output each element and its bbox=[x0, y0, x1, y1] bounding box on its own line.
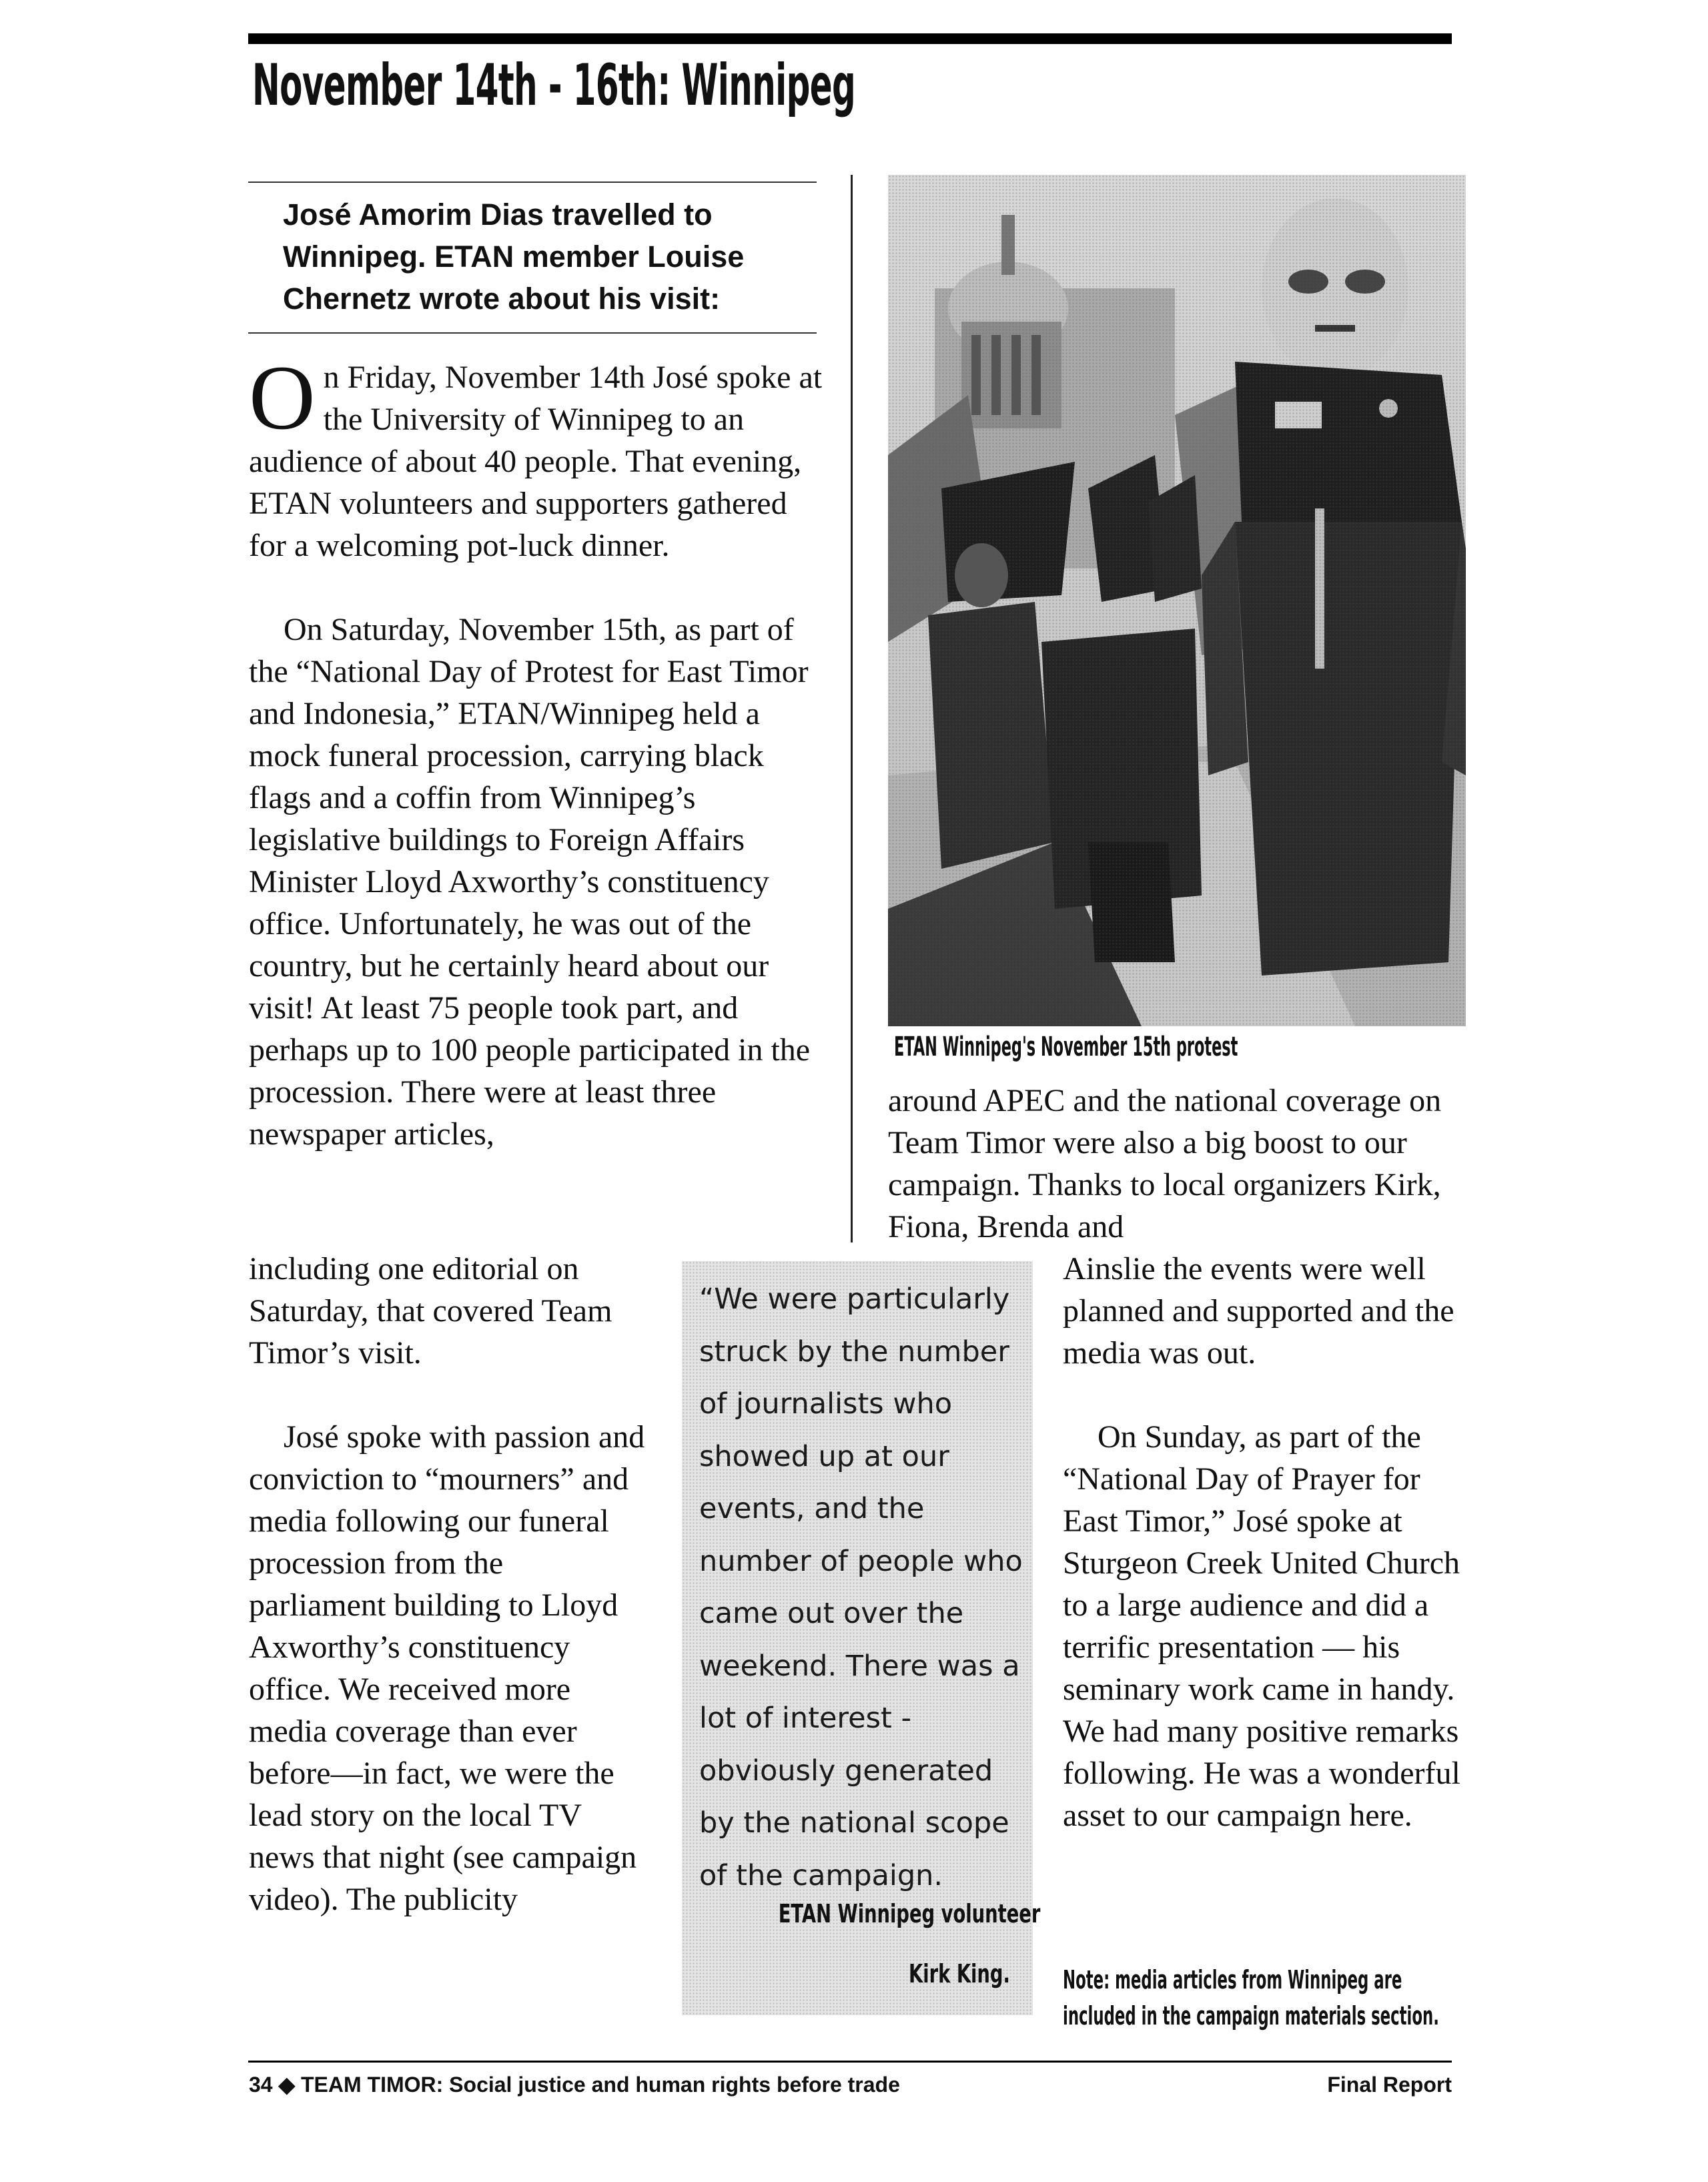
footer-rule bbox=[248, 2061, 1452, 2063]
article-right-column-top bbox=[888, 1080, 1475, 1248]
paragraph-2: On Saturday, November 15th, as part of the “National Day of Protest for East Timor and Indonesia,” ETAN/Winnipeg held a mock funeral procession, carrying black flags and a coffin from Winnipeg’s legislative buildings to Foreign Affairs Minister Lloyd Axworthy’s constituency office. Unfortunately, he was out of the country, but he certainly heard about our visit! At least 75 people took part, and perhaps up to 100 people participated in the procession. There were at least three newspaper articles, bbox=[249, 612, 811, 1152]
article-left-column-top bbox=[249, 346, 823, 1197]
paragraph-2-continued: including one editorial on Saturday, that covered Team Timor’s visit. bbox=[249, 1251, 612, 1371]
pull-quote-attribution-name bbox=[677, 1955, 1010, 1992]
photo-caption: ETAN Winnipeg's November 15th protest bbox=[894, 1032, 1238, 1062]
paragraph-4: On Sunday, as part of the “National Day of Prayer for East Timor,” José spoke at Sturgeon Creek United Church to a large audience and did a terrific presentation — his seminary work came in handy. We had many positive remarks following. He was a wonderful asset to our campaign here. bbox=[1063, 1419, 1460, 1833]
pull-quote bbox=[682, 1261, 1041, 2015]
top-rule bbox=[248, 33, 1452, 44]
intro-text: José Amorim Dias travelled to Winnipeg. ETAN member Louise Chernetz wrote about his visit: bbox=[283, 198, 745, 316]
pull-quote-attribution-name-text: Kirk King. bbox=[909, 1959, 1010, 1988]
paragraph-3-continued: around APEC and the national coverage on Team Timor were also a big boost to our campaign. Thanks to local organizers Kirk, Fiona, Brenda and bbox=[888, 1083, 1442, 1244]
column-divider bbox=[851, 175, 853, 1242]
intro-bottom-rule bbox=[248, 332, 817, 334]
pull-quote-attribution-role bbox=[677, 1895, 1041, 1932]
paragraph-1-text: n Friday, November 14th José spoke at the University of Winnipeg to an audience of about 40 people. That evening, ETAN volunteers and supporters gathered for a welcoming pot-luck dinner. bbox=[249, 360, 823, 563]
paragraph-3: José spoke with passion and conviction to “mourners” and media following our funeral procession from the parliament building to Lloyd Axworthy’s constituency office. We received more media coverage than ever before—in fact, we were the lead story on the local TV news that night (see campaign video). The publicity bbox=[249, 1419, 645, 1917]
intro-top-rule bbox=[248, 181, 817, 183]
media-note: Note: media articles from Winnipeg are included in the campaign materials section. bbox=[1063, 1965, 1439, 2031]
article-left-column-bottom bbox=[249, 1248, 648, 1962]
pull-quote-text: “We were particularly struck by the number of journalists who showed up at our events, and the number of people who came out over the weekend. There was a lot of interest - obviously generated by the national scope of the campaign. bbox=[699, 1283, 1023, 1892]
protest-photo bbox=[888, 175, 1466, 1026]
pull-quote-attribution-role-text: ETAN Winnipeg volunteer bbox=[778, 1899, 1041, 1928]
article-right-column-bottom bbox=[1063, 1248, 1476, 1878]
drop-cap: O bbox=[249, 346, 316, 448]
page-title: November 14th - 16th: Winnipeg bbox=[252, 52, 856, 119]
paragraph-3-end: Ainslie the events were well planned and supported and the media was out. bbox=[1063, 1251, 1454, 1371]
footer-report-label: Final Report bbox=[1327, 2073, 1452, 2097]
paragraph-1 bbox=[249, 346, 823, 567]
footer-publication: 34 ◆ TEAM TIMOR: Social justice and human rights before trade bbox=[249, 2073, 900, 2097]
protest-photo-image bbox=[888, 175, 1466, 1026]
